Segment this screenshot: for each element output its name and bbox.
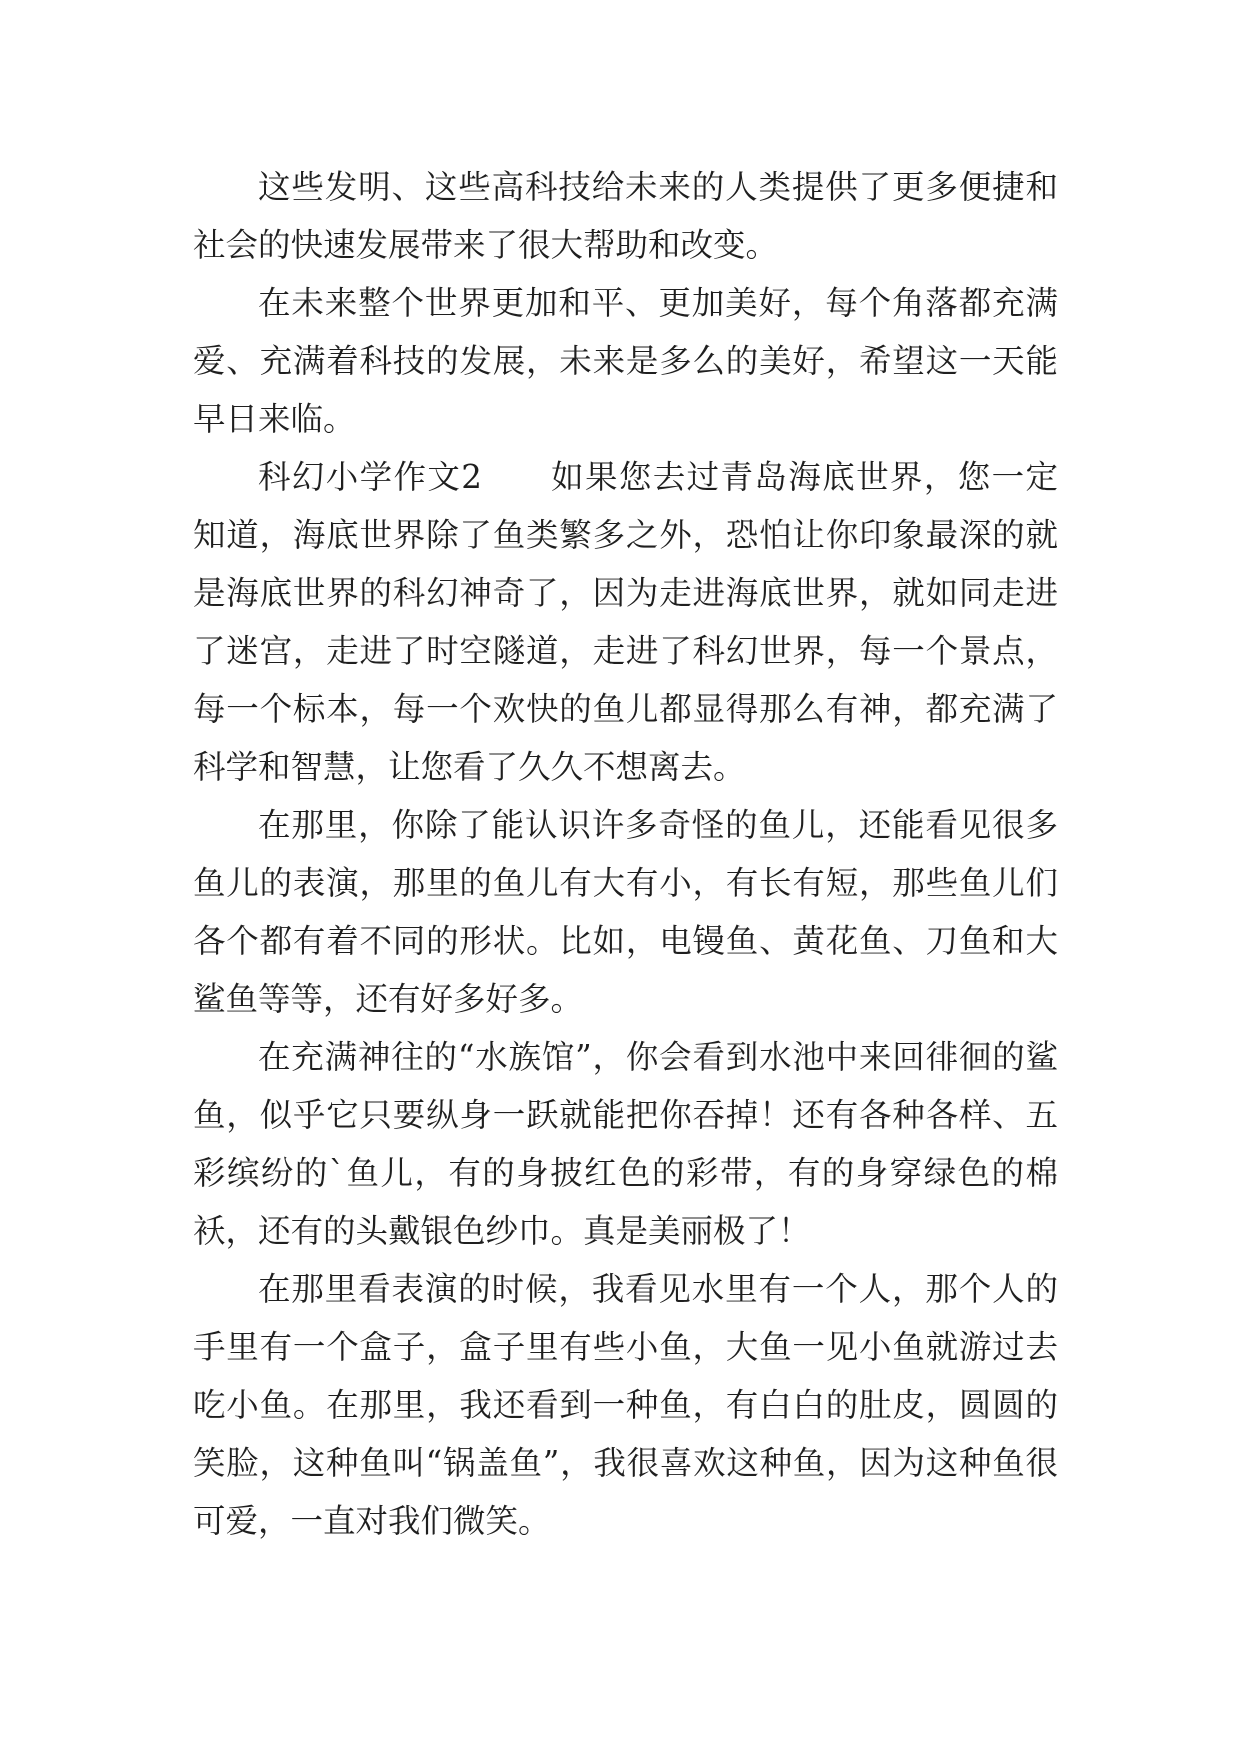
paragraph-6: 在那里看表演的时候，我看见水里有一个人，那个人的手里有一个盒子，盒子里有些小鱼，大鱼一见小鱼就游过去吃小鱼。在那里，我还看到一种鱼，有白白的肚皮，圆圆的笑脸，这种鱼叫“锅盖鱼”，我很喜欢这种鱼，因为这种鱼很可爱，一直对我们微笑。: [193, 1270, 1058, 1540]
document-body: [193, 158, 1058, 1550]
paragraph-1: 这些发明、这些高科技给未来的人类提供了更多便捷和社会的快速发展带来了很大帮助和改变。: [193, 168, 1058, 264]
paragraph-4: 在那里，你除了能认识许多奇怪的鱼儿，还能看见很多鱼儿的表演，那里的鱼儿有大有小，有长有短，那些鱼儿们各个都有着不同的形状。比如，电镘鱼、黄花鱼、刀鱼和大鲨鱼等等，还有好多好多。: [193, 806, 1058, 1018]
paragraph-3: 科幻小学作文2 如果您去过青岛海底世界，您一定知道，海底世界除了鱼类繁多之外，恐怕让你印象最深的就是海底世界的科幻神奇了，因为走进海底世界，就如同走进了迷宫，走进了时空隧道，走进了科幻世界，每一个景点，每一个标本，每一个欢快的鱼儿都显得那么有神，都充满了科学和智慧，让您看了久久不想离去。: [193, 458, 1058, 786]
paragraph-5: 在充满神往的“水族馆”，你会看到水池中来回徘徊的鲨鱼，似乎它只要纵身一跃就能把你吞掉！还有各种各样、五彩缤纷的`鱼儿，有的身披红色的彩带，有的身穿绿色的棉袄，还有的头戴银色纱巾。真是美丽极了！: [193, 1038, 1058, 1250]
paragraph-2: 在未来整个世界更加和平、更加美好，每个角落都充满爱、充满着科技的发展，未来是多么的美好，希望这一天能早日来临。: [193, 284, 1058, 438]
